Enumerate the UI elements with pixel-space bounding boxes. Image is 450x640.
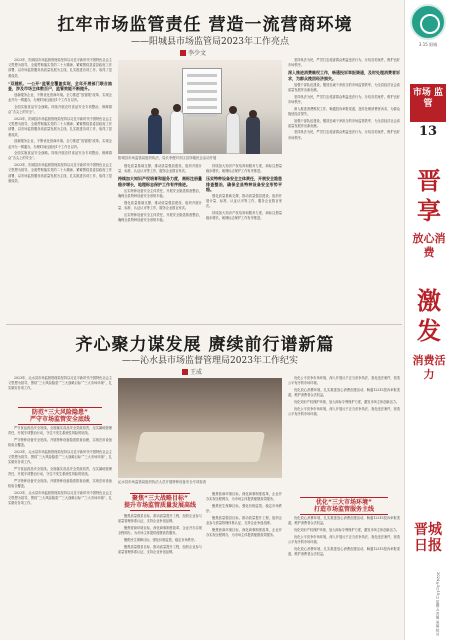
paragraph: 深入推进消费维权工作，畅通投诉举报渠道，及时处理消费者诉求，为群众挽回经济损失。: [288, 70, 400, 81]
paragraph: 持续加大知识产权培育和服务力度，商标注册量稳步增长，地理标志保护工作有序推进。: [206, 164, 282, 174]
paragraph: 加强干部队伍建设，锻造忠诚干净担当的市场监管铁军，为全县经济社会高质量发展作出新贡献。: [288, 82, 400, 93]
paragraph: 压实特种设备安全主体责任，开展安全隐患排查整治，确保全县特种设备安全形势平稳。: [206, 176, 282, 192]
paragraph: 优化知识产权保护环境，加大商标专利保护力度，激发市场主体创新活力。: [294, 527, 400, 532]
article2-column-right: [288, 516, 400, 638]
byline-marker-icon: [180, 50, 186, 56]
article1-column-mid2: [206, 164, 282, 322]
paragraph: 优化公平竞争市场环境，深入开展反不正当竞争执法，查处违法案件，营造公平有序的市场环境。: [288, 406, 400, 416]
paragraph: 聚焦质量强县目标，推动质量提升工程，组织企业参与质量管理体系认证，支持企业争创品牌。: [118, 544, 202, 554]
paragraph: 强化质量基础支撑，推动质量强县建设，组织开展计量、标准、认证认可等工作，服务企业数百家次。: [206, 194, 282, 209]
paragraph: 持续加大知识产权培育和服务力度，商标注册量稳步增长，地理标志保护工作有序推进。: [118, 176, 202, 187]
box-heading-line: 聚焦“三大战略目标”: [132, 495, 188, 502]
article1-subtitle: ——阳城县市场监管局2023年工作亮点: [131, 37, 289, 47]
paragraph: 2023年，沁水县市场监督管理局坚持以习近平新时代中国特色社会主义思想为指导，围绕“三大风险隐患”“三大战略目标”“三大市场环境”，扎实做好各项工作。: [8, 449, 112, 465]
paragraph: 优化公平竞争市场环境，深入开展反不正当竞争执法，查处违法案件，营造公平有序的市场环境。: [288, 376, 400, 386]
paragraph: “双随机、一公开”监管全覆盖实现，全年开展部门联合抽查，涉及市场主体数百户，监管效能不断提升。: [8, 80, 112, 92]
article2-box-heading-right: [290, 496, 398, 516]
box-heading-line: 提升市场监管质量发展高线: [123, 502, 196, 509]
paragraph: 2023年，阳城县市场监督管理局坚持以习近平新时代中国特色社会主义思想为指导，全面贯彻落实党的二十大精神，紧紧围绕县委县政府工作部署，以市场监管服务高质量发展为主线，扎实推进各项工作，取得了显著成效。: [8, 117, 112, 137]
paragraph: 优化公平竞争市场环境，深入开展反不正当竞争执法，查处违法案件，营造公平有序的市场环境。: [288, 534, 400, 544]
article2-box-heading-left: [8, 406, 112, 426]
article1-author: 李少文: [188, 50, 207, 57]
paragraph: 聚焦民生保障目标，强化价格监管，稳定市场秩序。: [206, 503, 282, 514]
rail-big-char: 激: [417, 286, 441, 315]
paragraph: 压实特种设备安全主体责任，开展安全隐患排查整治，确保全县特种设备安全形势平稳。: [118, 212, 202, 222]
paragraph: 聚焦质量强县目标，推动质量提升工程，组织企业参与质量管理体系认证，支持企业争创品牌。: [118, 514, 202, 524]
rail-big-char: 发: [417, 316, 441, 345]
box-heading-line: 防范“三大风险隐患”: [32, 409, 88, 416]
paragraph: 2023年，阳城县市场监督管理局坚持以习近平新时代中国特色社会主义思想为指导，全面贯彻落实党的二十大精神，紧紧围绕县委县政府工作部署，以市场监管服务高质量发展为主线，扎实推进各项工作，取得了显著成效。: [8, 163, 112, 183]
section-tag: 市场 监管: [410, 84, 446, 122]
article-divider: [6, 324, 402, 325]
paragraph: 优化放心消费环境，扎实推进放心消费创建活动，畅通12315投诉举报渠道，维护消费者合法权益。: [288, 387, 400, 398]
paragraph: 深入推进消费维权工作，畅通投诉举报渠道，及时处理消费者诉求，为群众挽回经济损失。: [288, 106, 400, 116]
paragraph: 优化放心消费环境，扎实推进放心消费创建活动，畅通12315投诉举报渠道，维护消费者合法权益。: [288, 546, 400, 556]
paragraph: 坚持执法为民，严厉打击侵害群众利益违法行为，办结各类案件，维护良好市场秩序。: [288, 94, 400, 104]
article1-column-left: [8, 58, 112, 324]
paragraph: 优化知识产权保护环境，加大商标专利保护力度，激发市场主体创新活力。: [294, 399, 400, 404]
paragraph: 聚焦质量强县目标，推动质量提升工程，组织企业参与质量管理体系认证，支持企业争创品牌。: [206, 515, 282, 526]
paragraph: 聚焦营商环境目标，深化商事制度改革，企业开办实现全程网办，为市场主体提供便捷高效服务。: [118, 525, 202, 536]
paragraph: 坚持执法为民，严厉打击侵害群众利益违法行为，办结各类案件，维护良好市场秩序。: [288, 58, 400, 68]
paragraph: 创新服务企业，不断优化营商环境。全力推进“放管服”改革，实现企业开办一网通办，办理时间压缩至1个工作日以内。: [8, 93, 112, 103]
paragraph: 聚焦民生保障目标，强化价格监管，稳定市场秩序。: [124, 537, 198, 542]
consumer-rights-logo-icon: [410, 4, 446, 40]
article1-byline: [180, 48, 206, 57]
paragraph: 严守特种设备安全底线。开展特种设备隐患排查治理，实现在用设备检验全覆盖。: [8, 478, 112, 489]
paragraph: 压实特种设备安全主体责任，开展安全隐患排查整治，确保全县特种设备安全形势平稳。: [118, 188, 202, 199]
byline-marker-icon: [182, 369, 188, 375]
newspaper-brand: 晋城日报: [414, 522, 442, 554]
article1-photo: [118, 60, 282, 154]
article2-subtitle: ——沁水县市场监督管理局2023年工作纪实: [122, 356, 298, 366]
rail-slogan-1: 放心消费: [412, 232, 446, 259]
article2-intro: [8, 376, 112, 404]
article1-title: 扛牢市场监管责任 营造一流营商环境: [57, 15, 353, 35]
logo-caption: 3.15 阳城: [418, 42, 438, 47]
paragraph: 严守食品药品安全底线。全面落实食品安全党政同责，压实属地管理责任，开展专项整治行动，守住不发生系统性风险的底线。: [8, 466, 112, 477]
paragraph: 坚持执法为民，严厉打击侵害群众利益违法行为，办结各类案件，维护良好市场秩序。: [288, 130, 400, 140]
paragraph: 聚焦营商环境目标，深化商事制度改革，企业开办实现全程网办，为市场主体提供便捷高效服务。: [206, 527, 282, 537]
article2-box-heading-mid: [120, 492, 200, 512]
paragraph: 全面实施食品安全战略。持续开展农村食品安全专项整治，保障群众“舌尖上的安全”。: [8, 151, 112, 161]
article2-column-right-top: [288, 376, 400, 494]
photo-sand-table: [135, 432, 265, 462]
rail-slogan-2: 消费活力: [412, 354, 446, 381]
box-heading-line: 打造市场监管服务主线: [313, 506, 374, 513]
paragraph: 严守特种设备安全底线。开展特种设备隐患排查治理，实现在用设备检验全覆盖。: [8, 437, 112, 448]
article2-photo: [118, 378, 282, 478]
article2-column-mid: [118, 514, 202, 638]
article2-author: 王成: [190, 369, 203, 376]
paragraph: 创新服务企业，不断优化营商环境。全力推进“放管服”改革，实现企业开办一网通办，办理时间压缩至1个工作日以内。: [8, 139, 112, 149]
paragraph: 优化放心消费环境，扎实推进放心消费创建活动，畅通12315投诉举报渠道，维护消费者合法权益。: [288, 516, 400, 526]
article2-photo-caption: 沁水县市场监管局组织执法人员开展特种设备安全专项检查: [118, 480, 207, 484]
paragraph: 持续加大知识产权培育和服务力度，商标注册量稳步增长，地理标志保护工作有序推进。: [206, 211, 282, 221]
article1-photo-caption: 阳城县市场监管局组织执法、局长李俊对市区县所辖民企活动开展: [118, 156, 217, 160]
photo-display-board: [182, 68, 222, 114]
article2-column-left: [8, 426, 112, 638]
paragraph: 全面实施食品安全战略。持续开展农村食品安全专项整治，保障群众“舌尖上的安全”。: [8, 105, 112, 115]
paragraph: 2023年，沁水县市场监督管理局坚持以习近平新时代中国特色社会主义思想为指导，围绕“三大风险隐患”“三大战略目标”“三大市场环境”，扎实做好各项工作。: [8, 376, 112, 391]
paragraph: 聚焦营商环境目标，深化商事制度改革，企业开办实现全程网办，为市场主体提供便捷高效服务。: [206, 492, 282, 502]
box-heading-line: 严守市场监管安全底线: [29, 416, 90, 423]
article1-column-mid: [118, 164, 202, 322]
issue-meta: 2024年3月15日 星期五 责编 美编 校对: [436, 572, 440, 636]
paragraph: 2023年，沁水县市场监督管理局坚持以习近平新时代中国特色社会主义思想为指导，围绕“三大风险隐患”“三大战略目标”“三大市场环境”，扎实做好各项工作。: [8, 490, 112, 506]
paragraph: 严守食品药品安全底线。全面落实食品安全党政同责，压实属地管理责任，开展专项整治行动，守住不发生系统性风险的底线。: [8, 426, 112, 436]
rail-big-char: 享: [417, 196, 441, 225]
article2-byline: [182, 367, 202, 376]
paragraph: 2023年，阳城县市场监督管理局坚持以习近平新时代中国特色社会主义思想为指导，全面贯彻落实党的二十大精神，紧紧围绕县委县政府工作部署，以市场监管服务高质量发展为主线，扎实推进各项工作，取得了显著成效。: [8, 58, 112, 78]
paragraph: 强化质量基础支撑，推动质量强县建设，组织开展计量、标准、认证认可等工作，服务企业数百家次。: [118, 164, 202, 174]
page-number: 13: [418, 124, 438, 139]
article2-title: 齐心聚力谋发展 赓续前行谱新篇: [75, 335, 335, 355]
paragraph: 强化质量基础支撑，推动质量强县建设，组织开展计量、标准、认证认可等工作，服务企业数百家次。: [118, 200, 202, 210]
article1-column-right: [288, 58, 400, 324]
rail-big-char: 晋: [417, 166, 441, 195]
paragraph: 加强干部队伍建设，锻造忠诚干净担当的市场监管铁军，为全县经济社会高质量发展作出新贡献。: [288, 118, 400, 128]
box-heading-line: 优化“三大市场环境”: [316, 499, 372, 506]
article2-column-mid2: [206, 492, 282, 638]
